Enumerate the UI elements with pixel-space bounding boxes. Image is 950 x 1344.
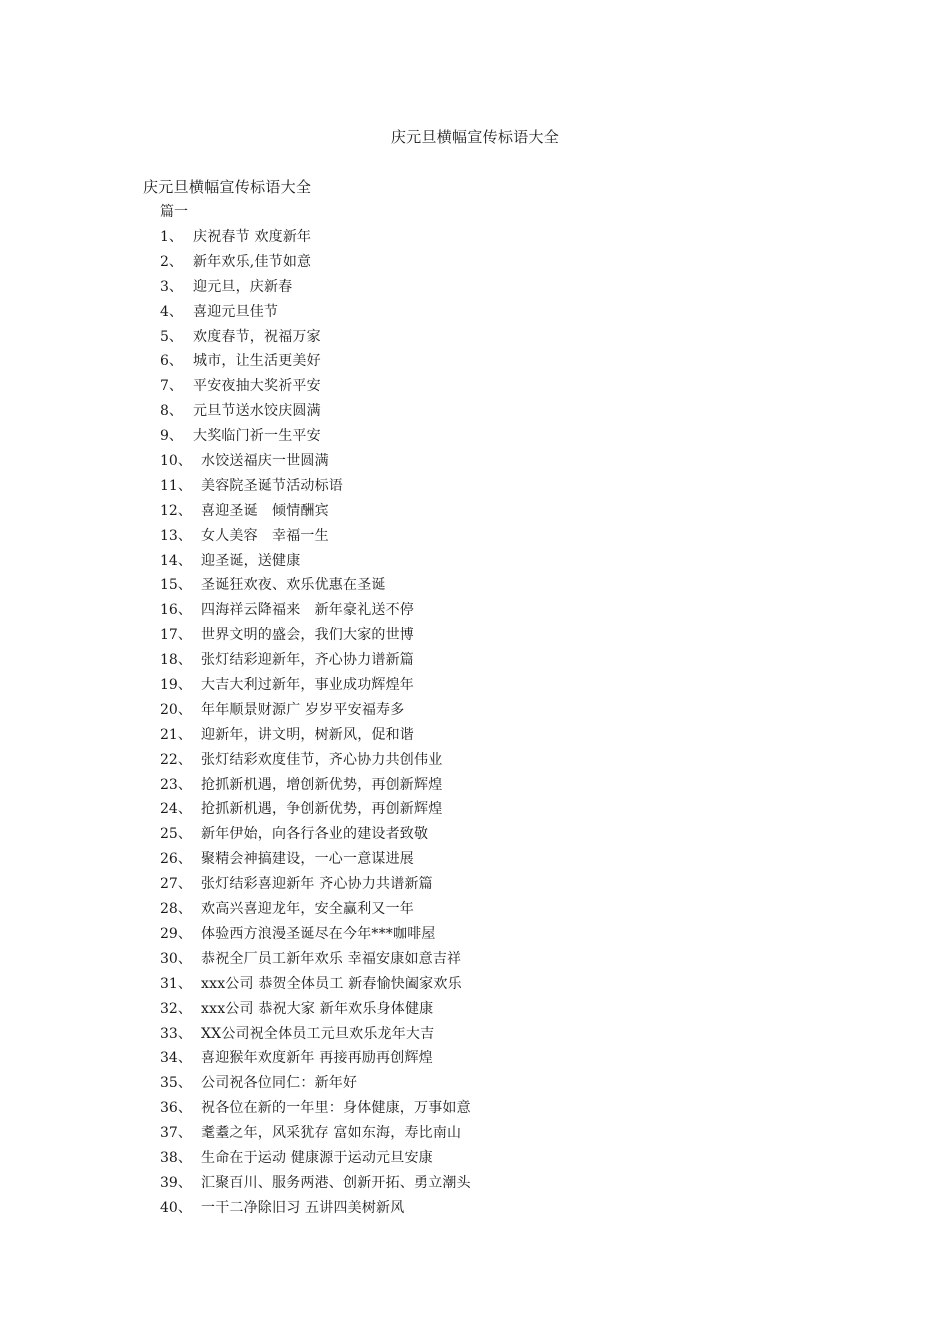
document-title: 庆元旦横幅宣传标语大全: [390, 128, 560, 146]
list-item-text: 一干二净除旧习 五讲四美树新风: [201, 1199, 405, 1216]
list-item: [160, 425, 471, 450]
list-item-number: 33、: [160, 1025, 192, 1042]
list-item-text: 张灯结彩欢度佳节，齐心协力共创伟业: [201, 751, 443, 768]
list-item-number: 21、: [160, 726, 192, 743]
list-item: [160, 649, 471, 674]
list-item-text: 生命在于运动 健康源于运动元旦安康: [201, 1149, 433, 1166]
list-item-text: 喜迎猴年欢度新年 再接再励再创辉煌: [201, 1050, 433, 1067]
list-item-text: 水饺送福庆一世圆满: [201, 453, 329, 470]
list-item-number: 5、: [160, 328, 183, 345]
list-item: [160, 774, 471, 799]
list-item-text: xxx公司 恭祝大家 新年欢乐身体健康: [201, 1000, 434, 1017]
list-item-number: 38、: [160, 1149, 192, 1166]
list-item: [160, 724, 471, 749]
list-item-number: 22、: [160, 751, 192, 768]
list-item-text: 世界文明的盛会，我们大家的世博: [201, 627, 414, 644]
list-item-number: 9、: [160, 428, 183, 445]
list-item: [160, 350, 471, 375]
list-item: [160, 998, 471, 1023]
list-item: [160, 525, 471, 550]
list-item-text: xxx公司 恭贺全体员工 新春愉快阖家欢乐: [201, 975, 462, 992]
list-item-text: 迎新年，讲文明，树新风，促和谐: [201, 726, 414, 743]
list-item-text: 城市，让生活更美好: [193, 353, 321, 370]
list-item: [160, 948, 471, 973]
list-item-number: 14、: [160, 552, 192, 569]
list-item: [160, 500, 471, 525]
list-item: [160, 873, 471, 898]
list-item-number: 19、: [160, 677, 192, 694]
list-item: [160, 848, 471, 873]
list-item: [160, 251, 471, 276]
list-item-text: 张灯结彩喜迎新年 齐心协力共谱新篇: [201, 876, 433, 893]
list-item-number: 16、: [160, 602, 192, 619]
list-item: [160, 1097, 471, 1122]
list-item-text: 耄耋之年，风采犹存 富如东海，寿比南山: [201, 1125, 462, 1142]
list-item-number: 26、: [160, 851, 192, 868]
list-item: [160, 1172, 471, 1197]
list-item: [160, 1047, 471, 1072]
list-item-text: 喜迎元旦佳节: [193, 303, 279, 320]
list-item-number: 13、: [160, 527, 192, 544]
list-item: [160, 301, 471, 326]
list-item-text: 公司祝各位同仁：新年好: [201, 1075, 358, 1092]
list-item-text: 聚精会神搞建设，一心一意谋进展: [201, 851, 414, 868]
list-item-text: 圣诞狂欢夜、欢乐优惠在圣诞: [201, 577, 386, 594]
list-item-number: 31、: [160, 975, 192, 992]
list-item-number: 30、: [160, 950, 192, 967]
section-label: 篇一: [160, 204, 188, 220]
list-item-number: 15、: [160, 577, 192, 594]
list-item-text: 年年顺景财源广 岁岁平安福寿多: [201, 701, 405, 718]
list-item: [160, 674, 471, 699]
list-item: [160, 550, 471, 575]
list-item: [160, 574, 471, 599]
list-item-text: 四海祥云降福来 新年豪礼送不停: [201, 602, 414, 619]
list-item: [160, 1147, 471, 1172]
list-item: [160, 226, 471, 251]
list-item-number: 8、: [160, 403, 183, 420]
list-item-number: 12、: [160, 502, 192, 519]
list-item-number: 10、: [160, 453, 192, 470]
list-item-number: 23、: [160, 776, 192, 793]
list-item: [160, 450, 471, 475]
list-item-text: 汇聚百川、服务两港、创新开拓、勇立潮头: [201, 1174, 471, 1191]
list-item-number: 32、: [160, 1000, 192, 1017]
list-item-number: 2、: [160, 253, 183, 270]
list-item: [160, 923, 471, 948]
slogan-list: [160, 226, 471, 1222]
list-item-number: 18、: [160, 652, 192, 669]
list-item-text: 抢抓新机遇，增创新优势，再创新辉煌: [201, 776, 443, 793]
list-item-text: 迎元旦，庆新春: [193, 278, 293, 295]
document-heading: 庆元旦横幅宣传标语大全: [143, 178, 312, 196]
list-item-text: 恭祝全厂员工新年欢乐 幸福安康如意吉祥: [201, 950, 462, 967]
list-item-text: 喜迎圣诞 倾情酬宾: [201, 502, 329, 519]
list-item: [160, 898, 471, 923]
list-item-number: 17、: [160, 627, 192, 644]
list-item-text: 女人美容 幸福一生: [201, 527, 329, 544]
list-item-number: 35、: [160, 1075, 192, 1092]
list-item-number: 27、: [160, 876, 192, 893]
list-item-number: 36、: [160, 1100, 192, 1117]
list-item: [160, 276, 471, 301]
list-item: [160, 326, 471, 351]
list-item: [160, 699, 471, 724]
list-item-text: 大吉大利过新年，事业成功辉煌年: [201, 677, 414, 694]
list-item-number: 6、: [160, 353, 183, 370]
list-item: [160, 1122, 471, 1147]
list-item-text: 体验西方浪漫圣诞尽在今年***咖啡屋: [201, 925, 436, 942]
list-item: [160, 1072, 471, 1097]
list-item-text: XX公司祝全体员工元旦欢乐龙年大吉: [201, 1025, 435, 1042]
list-item: [160, 475, 471, 500]
list-item-number: 37、: [160, 1125, 192, 1142]
list-item: [160, 973, 471, 998]
list-item-number: 40、: [160, 1199, 192, 1216]
list-item: [160, 749, 471, 774]
list-item-number: 7、: [160, 378, 183, 395]
list-item-text: 欢高兴喜迎龙年，安全赢利又一年: [201, 901, 414, 918]
list-item-number: 34、: [160, 1050, 192, 1067]
list-item-text: 张灯结彩迎新年，齐心协力谱新篇: [201, 652, 414, 669]
list-item: [160, 599, 471, 624]
list-item-text: 美容院圣诞节活动标语: [201, 477, 343, 494]
list-item-number: 24、: [160, 801, 192, 818]
list-item-number: 28、: [160, 901, 192, 918]
list-item-text: 抢抓新机遇，争创新优势，再创新辉煌: [201, 801, 443, 818]
list-item-text: 欢度春节，祝福万家: [193, 328, 321, 345]
list-item-text: 平安夜抽大奖祈平安: [193, 378, 321, 395]
list-item-number: 29、: [160, 925, 192, 942]
list-item: [160, 624, 471, 649]
list-item-number: 1、: [160, 229, 183, 245]
list-item-number: 39、: [160, 1174, 192, 1191]
list-item-text: 庆祝春节 欢度新年: [193, 229, 312, 245]
list-item-text: 元旦节送水饺庆圆满: [193, 403, 321, 420]
list-item: [160, 1197, 471, 1222]
list-item-number: 3、: [160, 278, 183, 295]
list-item-text: 新年伊始，向各行各业的建设者致敬: [201, 826, 429, 843]
list-item-text: 大奖临门祈一生平安: [193, 428, 321, 445]
list-item: [160, 823, 471, 848]
list-item-text: 祝各位在新的一年里：身体健康，万事如意: [201, 1100, 471, 1117]
list-item-text: 迎圣诞，送健康: [201, 552, 301, 569]
list-item-number: 4、: [160, 303, 183, 320]
list-item: [160, 1023, 471, 1048]
list-item-number: 11、: [160, 477, 192, 494]
list-item: [160, 375, 471, 400]
list-item: [160, 798, 471, 823]
list-item-text: 新年欢乐,佳节如意: [193, 253, 312, 270]
list-item-number: 25、: [160, 826, 192, 843]
list-item: [160, 400, 471, 425]
list-item-number: 20、: [160, 701, 192, 718]
